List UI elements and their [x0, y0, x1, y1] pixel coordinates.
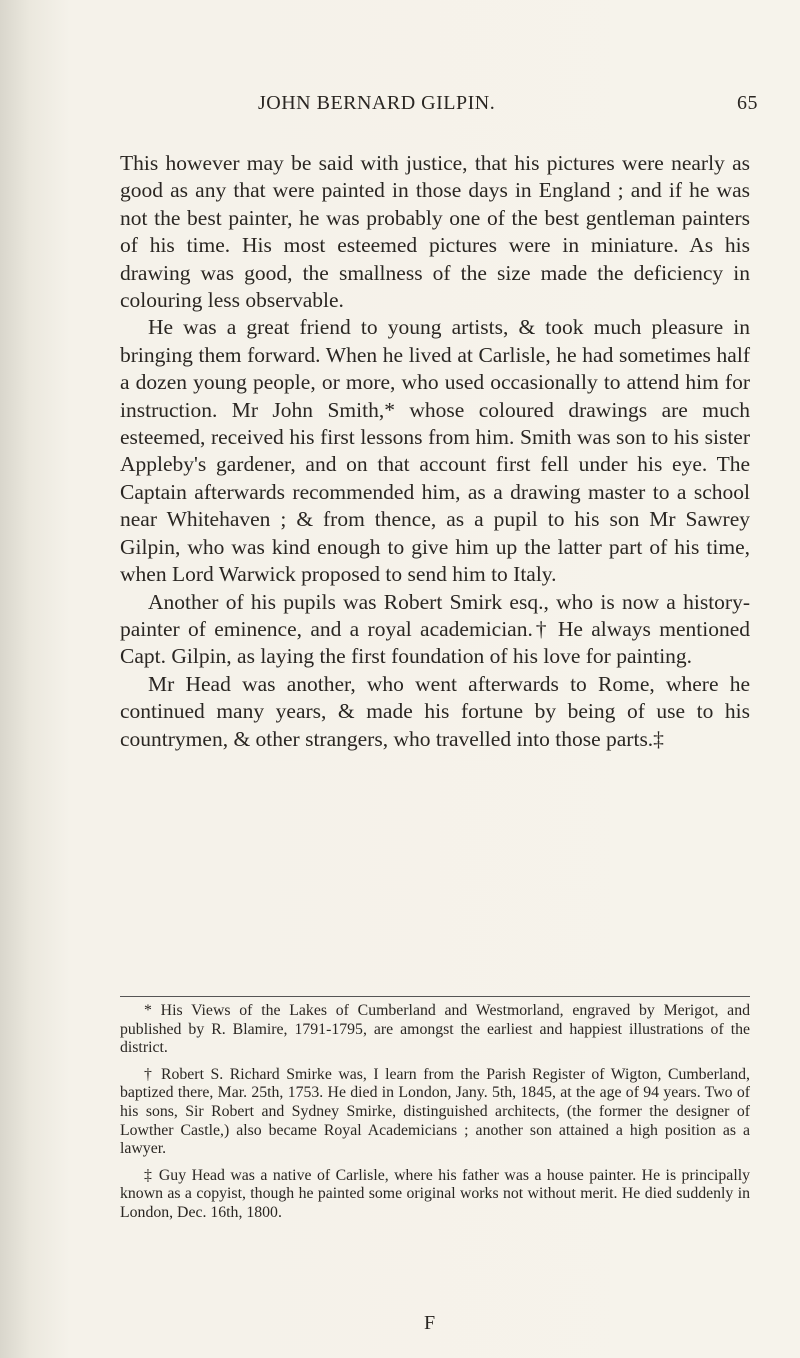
footnotes	[120, 1002, 750, 1231]
body-text	[120, 150, 750, 753]
footnote: ‡ Guy Head was a native of Carlisle, where his father was a house painter. He is principally known as a copyist, though he painted some original works not without merit. He died suddenly in London, Dec. 16th, 1800.	[120, 1166, 750, 1221]
page-header	[258, 92, 758, 122]
paragraph: He was a great friend to young artists, & took much pleasure in bringing them forward. When he lived at Carlisle, he had sometimes half a dozen young people, or more, who used occasionally to attend him for instruction. Mr John Smith,* whose coloured drawings are much esteemed, received his first lessons from him. Smith was son to his sister Appleby's gardener, and on that account first fell under his eye. The Captain afterwards recommended him, as a drawing master to a school near Whitehaven ; & from thence, as a pupil to his son Mr Sawrey Gilpin, who was kind enough to give him up the latter part of his time, when Lord Warwick proposed to send him to Italy.	[120, 315, 750, 587]
paragraph: This however may be said with justice, that his pictures were nearly as good as any that were painted in those days in England ; and if he was not the best painter, he was probably one of the best gentleman painters of his time. His most esteemed pictures were in miniature. As his drawing was good, the smallness of the size made the deficiency in colouring less observable.	[120, 151, 750, 313]
page-number: 65	[737, 92, 758, 114]
footnote: * His Views of the Lakes of Cumberland and Westmorland, engraved by Merigot, and published by R. Blamire, 1791-1795, are amongst the earliest and happiest illustrations of the district.	[120, 1002, 750, 1057]
paragraph: Another of his pupils was Robert Smirk esq., who is now a history-painter of eminence, and a royal academician.† He always mentioned Capt. Gilpin, as laying the first foundation of his love for painting.	[120, 589, 750, 669]
footnote-divider	[120, 996, 750, 997]
paragraph: Mr Head was another, who went afterwards to Rome, where he continued many years, & made his fortune by being of use to his countrymen, & other strangers, who travelled into those parts.‡	[120, 671, 750, 751]
footnote: † Robert S. Richard Smirke was, I learn from the Parish Register of Wigton, Cumberland, baptized there, Mar. 25th, 1753. He died in London, Jany. 5th, 1845, at the age of 94 years. Two of his sons, Sir Robert and Sydney Smirke, distinguished architects, (the former the designer of Lowther Castle,) also became Royal Academicians ; another son attained a high position as a lawyer.	[120, 1065, 750, 1158]
signature-mark: F	[424, 1312, 436, 1334]
running-title: JOHN BERNARD GILPIN.	[258, 92, 496, 114]
